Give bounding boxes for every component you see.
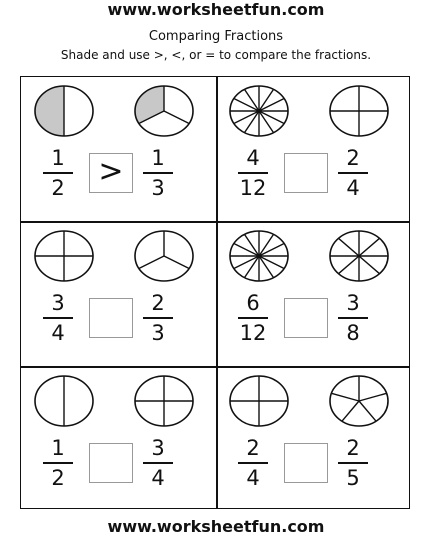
denominator: 8 bbox=[346, 321, 360, 345]
comparison-problem bbox=[216, 367, 411, 511]
numerator: 1 bbox=[51, 436, 65, 460]
numerator: 2 bbox=[346, 146, 360, 170]
comparison-answer-box[interactable] bbox=[89, 443, 133, 483]
fraction-bar bbox=[43, 317, 73, 319]
comparison-answer-box[interactable] bbox=[89, 298, 133, 338]
numerator: 6 bbox=[246, 291, 260, 315]
right-fraction-circle[interactable] bbox=[328, 374, 390, 433]
numerator: 2 bbox=[151, 291, 165, 315]
denominator: 5 bbox=[346, 466, 360, 490]
numerator: 3 bbox=[346, 291, 360, 315]
fraction-bar bbox=[143, 172, 173, 174]
comparison-problem bbox=[216, 222, 411, 366]
comparison-answer-box[interactable] bbox=[284, 298, 328, 338]
fraction-bar bbox=[143, 462, 173, 464]
left-fraction bbox=[236, 146, 270, 200]
fraction-bar bbox=[238, 317, 268, 319]
denominator: 3 bbox=[151, 321, 165, 345]
slice-divider bbox=[359, 256, 380, 274]
comparison-problem bbox=[21, 367, 216, 511]
left-fraction-circle[interactable] bbox=[228, 84, 290, 143]
slice-divider bbox=[338, 256, 359, 274]
denominator: 12 bbox=[239, 321, 267, 345]
fraction-bar bbox=[143, 317, 173, 319]
fraction-bar bbox=[238, 462, 268, 464]
left-fraction bbox=[41, 146, 75, 200]
right-fraction bbox=[141, 436, 175, 490]
denominator: 4 bbox=[151, 466, 165, 490]
fraction-bar bbox=[338, 462, 368, 464]
numerator: 4 bbox=[246, 146, 260, 170]
site-header: www.worksheetfun.com bbox=[107, 0, 325, 19]
denominator: 2 bbox=[51, 466, 65, 490]
slice-divider bbox=[342, 401, 359, 421]
slice-divider bbox=[359, 238, 380, 256]
left-fraction-circle[interactable] bbox=[33, 84, 95, 143]
denominator: 2 bbox=[51, 176, 65, 200]
left-fraction-circle[interactable] bbox=[228, 229, 290, 288]
worksheet-title: Comparing Fractions bbox=[148, 29, 284, 44]
slice-divider bbox=[139, 256, 164, 269]
numerator: 3 bbox=[51, 291, 65, 315]
denominator: 4 bbox=[346, 176, 360, 200]
left-fraction-circle[interactable] bbox=[33, 229, 95, 288]
denominator: 4 bbox=[246, 466, 260, 490]
fraction-bar bbox=[238, 172, 268, 174]
left-fraction bbox=[236, 436, 270, 490]
right-fraction bbox=[141, 291, 175, 345]
fraction-bar bbox=[43, 462, 73, 464]
comparison-problem bbox=[21, 77, 216, 221]
slice-divider bbox=[359, 401, 376, 421]
denominator: 12 bbox=[239, 176, 267, 200]
comparison-answer-box[interactable]: > bbox=[89, 153, 133, 193]
comparison-problem bbox=[21, 222, 216, 366]
left-fraction-circle[interactable] bbox=[228, 374, 290, 433]
left-fraction bbox=[41, 291, 75, 345]
slice-divider bbox=[359, 393, 387, 401]
instructions: Shade and use >, <, or = to compare the fractions. bbox=[60, 48, 372, 62]
denominator: 4 bbox=[51, 321, 65, 345]
slice-divider bbox=[331, 393, 359, 401]
right-fraction-circle[interactable] bbox=[328, 229, 390, 288]
slice-divider bbox=[164, 256, 189, 269]
fraction-bar bbox=[338, 172, 368, 174]
right-fraction-circle[interactable] bbox=[133, 229, 195, 288]
right-fraction-circle[interactable] bbox=[133, 374, 195, 433]
numerator: 1 bbox=[51, 146, 65, 170]
comparison-problem bbox=[216, 77, 411, 221]
numerator: 3 bbox=[151, 436, 165, 460]
left-fraction-circle[interactable] bbox=[33, 374, 95, 433]
right-fraction bbox=[141, 146, 175, 200]
left-fraction bbox=[236, 291, 270, 345]
comparison-answer-box[interactable] bbox=[284, 153, 328, 193]
shaded-slice bbox=[35, 86, 64, 136]
right-fraction bbox=[336, 146, 370, 200]
fraction-bar bbox=[43, 172, 73, 174]
denominator: 3 bbox=[151, 176, 165, 200]
fraction-bar bbox=[338, 317, 368, 319]
numerator: 2 bbox=[346, 436, 360, 460]
numerator: 2 bbox=[246, 436, 260, 460]
right-fraction-circle[interactable] bbox=[133, 84, 195, 143]
site-footer: www.worksheetfun.com bbox=[107, 517, 325, 536]
left-fraction bbox=[41, 436, 75, 490]
numerator: 1 bbox=[151, 146, 165, 170]
slice-divider bbox=[338, 238, 359, 256]
right-fraction bbox=[336, 291, 370, 345]
problem-grid bbox=[20, 76, 410, 509]
comparison-answer-box[interactable] bbox=[284, 443, 328, 483]
slice-divider bbox=[164, 111, 189, 124]
right-fraction-circle[interactable] bbox=[328, 84, 390, 143]
right-fraction bbox=[336, 436, 370, 490]
